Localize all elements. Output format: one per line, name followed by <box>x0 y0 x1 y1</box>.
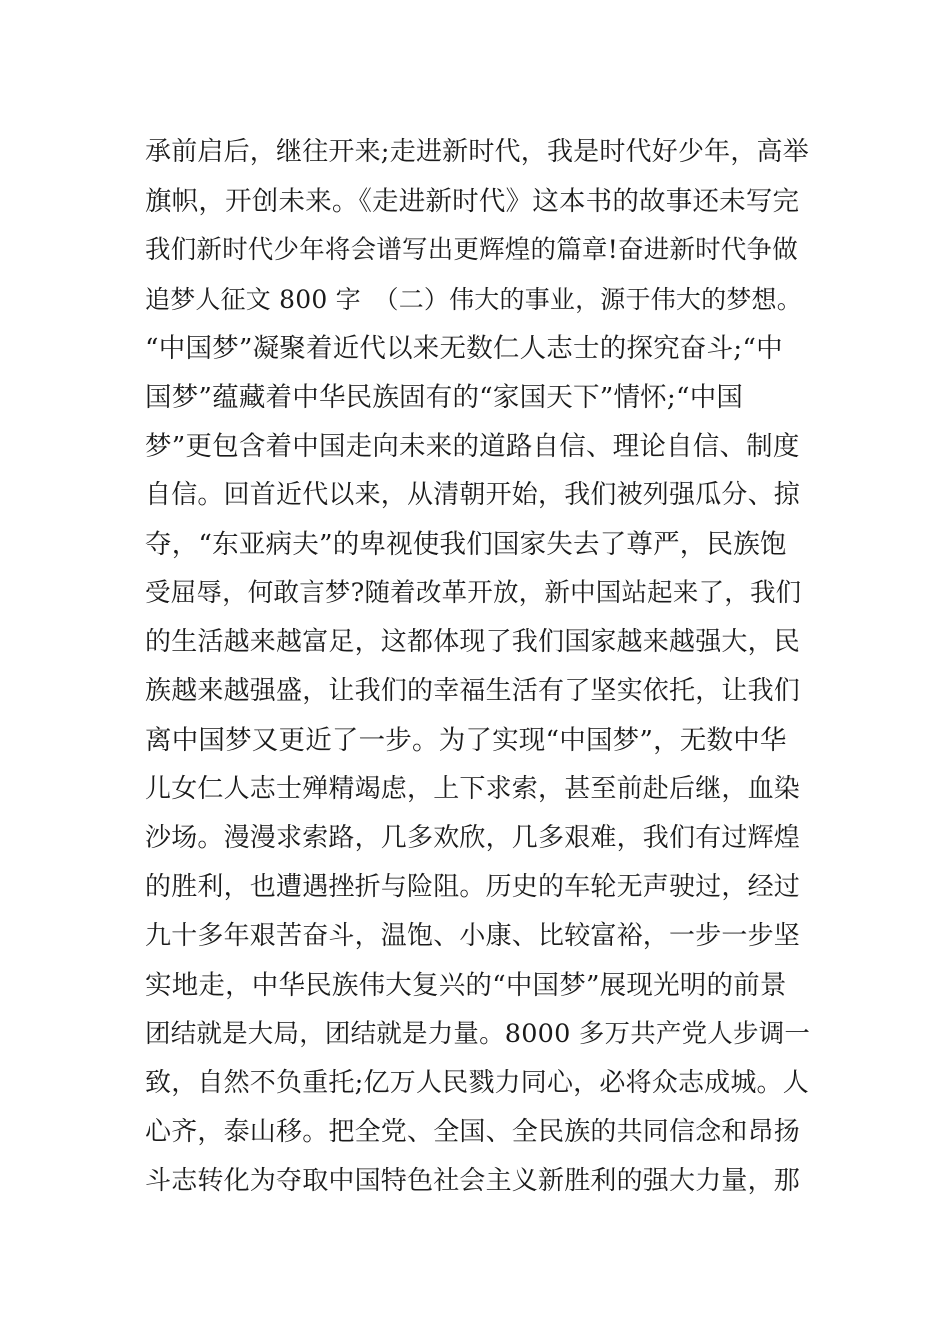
text-line: 实地走，中华民族伟大复兴的“中国梦”展现光明的前景 <box>145 970 787 1001</box>
text-line: 自信。回首近代以来，从清朝开始，我们被列强瓜分、掠 <box>145 480 801 510</box>
text-line: 致，自然不负重托;亿万人民戮力同心，必将众志成城。人 <box>145 1068 809 1098</box>
text-line: 承前启后，继往开来;走进新时代，我是时代好少年，高举 <box>145 137 809 167</box>
text-line: 国梦”蕴藏着中华民族固有的“家国天下”情怀;“中国 <box>145 382 744 413</box>
body-text <box>145 128 810 1206</box>
text-line: “中国梦”凝聚着近代以来无数仁人志士的探究奋斗;“中 <box>145 333 783 364</box>
text-line: 沙场。漫漫求索路，几多欢欣，几多艰难，我们有过辉煌 <box>145 823 801 853</box>
text-line: 受屈辱，何敢言梦?随着改革开放，新中国站起来了，我们 <box>145 578 802 608</box>
text-line: 族越来越强盛，让我们的幸福生活有了坚实依托，让我们 <box>145 676 801 706</box>
text-line: 心齐，泰山移。把全党、全国、全民族的共同信念和昂扬 <box>145 1117 801 1147</box>
text-line: 离中国梦又更近了一步。为了实现“中国梦”，无数中华 <box>145 725 787 756</box>
text-line: 夺，“东亚病夫”的卑视使我们国家失去了尊严，民族饱 <box>145 529 787 560</box>
text-line: 团结就是大局，团结就是力量。8000 多万共产党人步调一 <box>145 1019 811 1049</box>
text-line: 儿女仁人志士殚精竭虑，上下求索，甚至前赴后继，血染 <box>145 774 801 804</box>
text-line: 九十多年艰苦奋斗，温饱、小康、比较富裕，一步一步坚 <box>145 921 801 951</box>
text-line: 的生活越来越富足，这都体现了我们国家越来越强大，民 <box>145 627 801 657</box>
text-line: 追梦人征文 800 字 （二）伟大的事业，源于伟大的梦想。 <box>145 285 802 314</box>
text-line: 的胜利，也遭遇挫折与险阻。历史的车轮无声驶过，经过 <box>145 872 801 902</box>
text-line: 旗帜，开创未来。《走进新时代》这本书的故事还未写完 <box>145 186 800 217</box>
text-line: 斗志转化为夺取中国特色社会主义新胜利的强大力量，那 <box>145 1166 801 1196</box>
text-line: 梦”更包含着中国走向未来的道路自信、理论自信、制度 <box>145 431 800 462</box>
text-line: 我们新时代少年将会谱写出更辉煌的篇章!奋进新时代争做 <box>145 235 798 265</box>
